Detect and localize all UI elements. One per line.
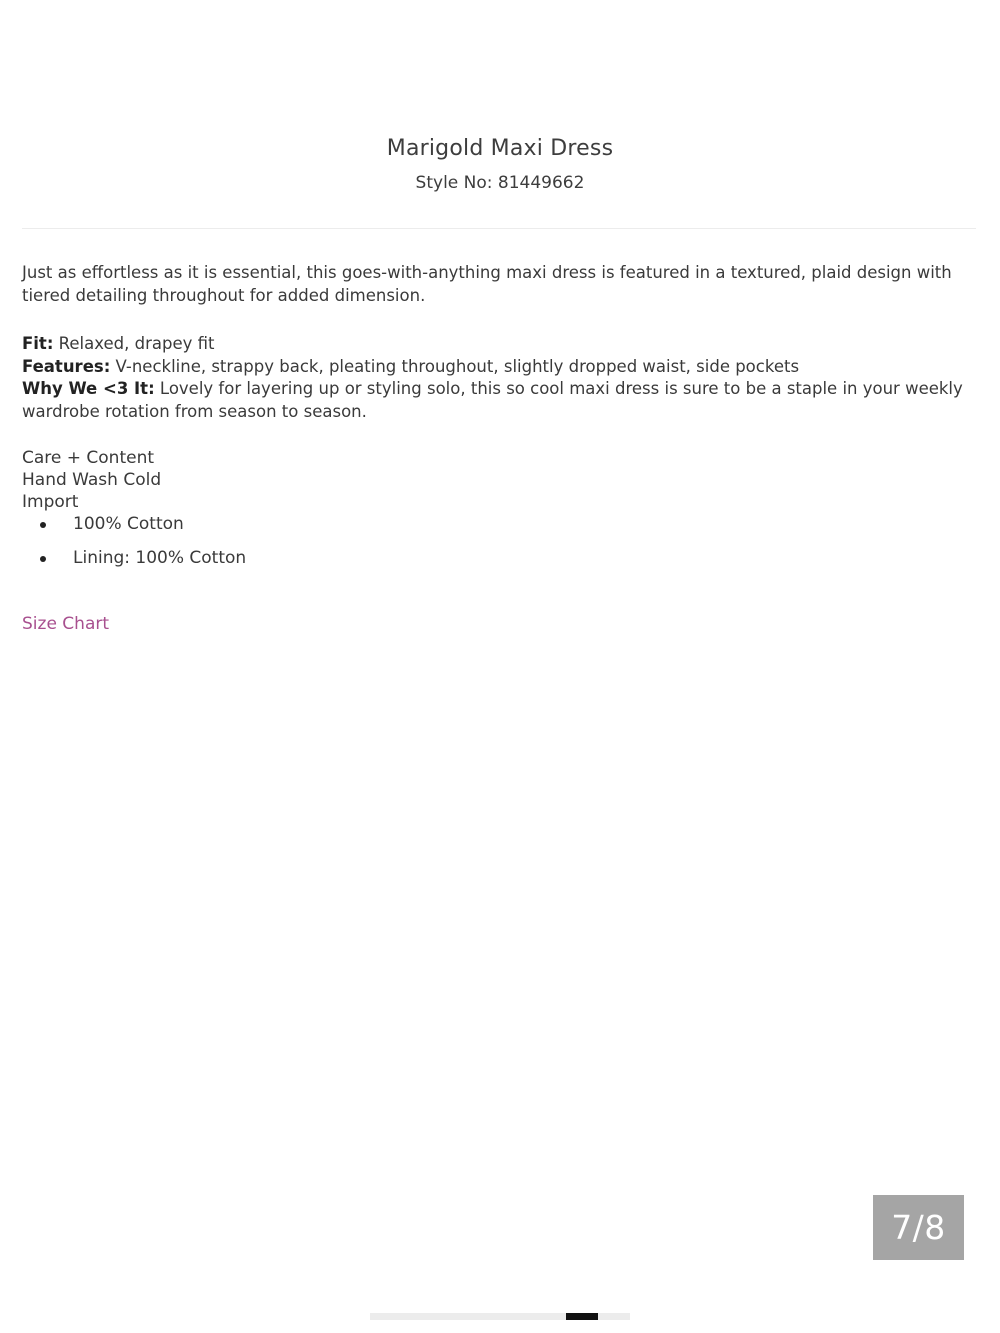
why-we-love-it-line bbox=[22, 378, 967, 423]
gallery-scrollbar[interactable] bbox=[370, 1313, 630, 1320]
why-we-love-it-value: Lovely for layering up or styling solo, this so cool maxi dress is sure to be a staple in your weekly wardrobe rotation from season to season. bbox=[22, 379, 963, 421]
fit-value: Relaxed, drapey fit bbox=[53, 334, 215, 353]
care-content-heading: Care + Content bbox=[22, 448, 155, 468]
care-instructions: Hand Wash Cold bbox=[22, 470, 162, 490]
why-we-love-it-label: Why We <3 It: bbox=[22, 379, 155, 398]
list-item: 100% Cotton bbox=[22, 513, 967, 535]
features-value: V-neckline, strappy back, pleating throughout, slightly dropped waist, side pockets bbox=[110, 356, 800, 376]
product-details bbox=[22, 333, 967, 423]
list-item: Lining: 100% Cotton bbox=[22, 547, 967, 569]
materials-list bbox=[22, 513, 967, 569]
product-header bbox=[0, 133, 1000, 194]
style-number: Style No: 81449662 bbox=[415, 173, 585, 193]
product-title: Marigold Maxi Dress bbox=[386, 136, 614, 161]
fit-line bbox=[22, 333, 967, 356]
origin-text: Import bbox=[22, 492, 79, 512]
size-chart-link[interactable]: Size Chart bbox=[22, 614, 110, 634]
product-description: Just as effortless as it is essential, this goes-with-anything maxi dress is featured in a textured, plaid design with tiered detailing throughout for added dimension. bbox=[22, 263, 952, 305]
gallery-page-counter: 7/8 bbox=[873, 1195, 964, 1260]
header-divider bbox=[22, 228, 976, 229]
features-label: Features: bbox=[22, 356, 111, 376]
fit-label: Fit: bbox=[22, 334, 54, 353]
features-line bbox=[22, 356, 967, 379]
product-description-section bbox=[22, 262, 967, 636]
gallery-scrollbar-thumb[interactable] bbox=[566, 1313, 598, 1320]
